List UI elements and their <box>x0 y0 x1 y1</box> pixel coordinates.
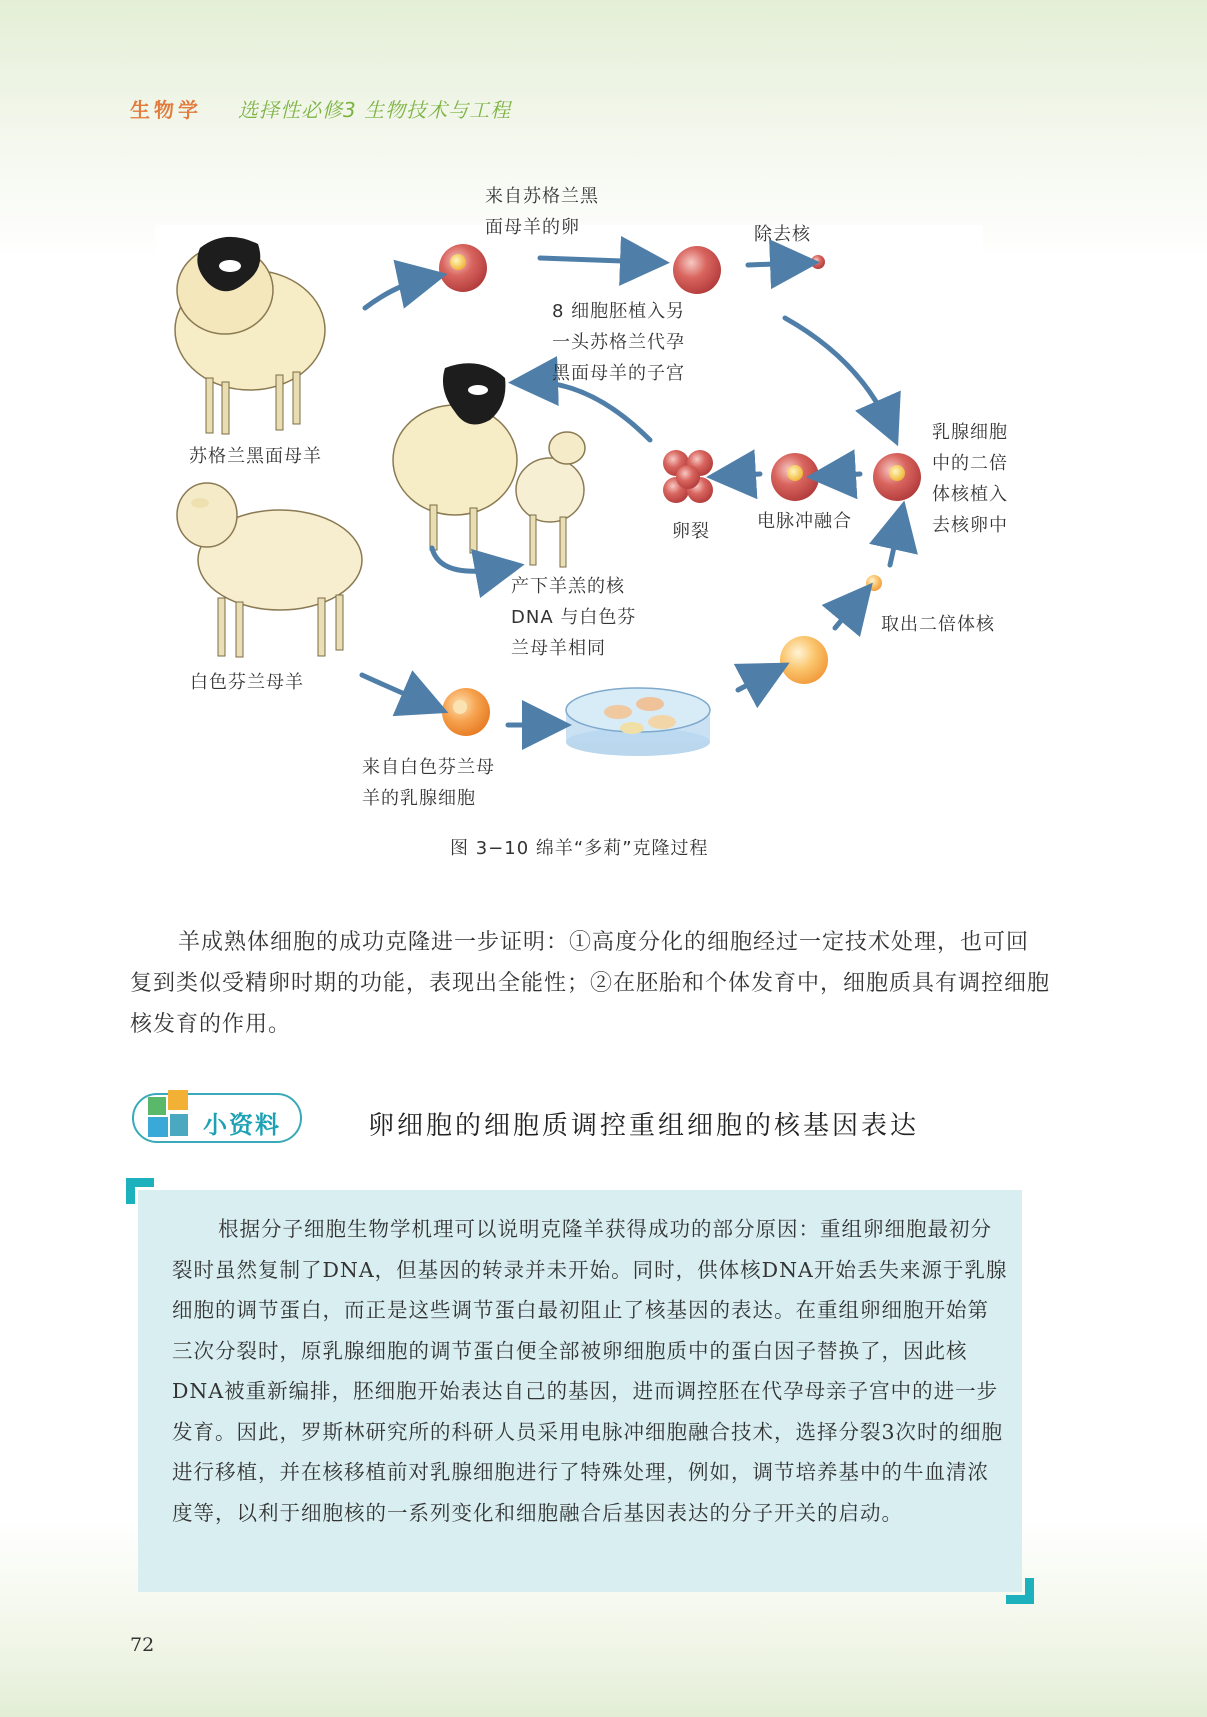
info-box-title: 卵细胞的细胞质调控重组细胞的核基因表达 <box>368 1111 920 1141</box>
label-cleavage: 卵裂 <box>672 521 710 542</box>
arrow-ewe-to-mammary <box>362 675 430 705</box>
arrow-birth-of-lamb <box>432 548 505 571</box>
arrow-cell-to-nucleus <box>835 598 860 628</box>
header-book-title: 选择性必修3 生物技术与工程 <box>238 98 512 122</box>
body-paragraph: 羊成熟体细胞的成功克隆进一步证明：①高度分化的细胞经过一定技术处理，也可回复到类似受精卵时期的功能，表现出全能性；②在胚胎和个体发育中，细胞质具有调控细胞核发育的作用。 <box>130 930 1051 1037</box>
arrow-dish-to-cell <box>738 672 772 690</box>
surrogate-ewe-and-lamb-illustration <box>393 363 585 567</box>
label-mammary-source: 来自白色芬兰母 羊的乳腺细胞 <box>362 757 495 809</box>
label-enucleate: 除去核 <box>754 224 811 245</box>
label-finn-ewe: 白色芬兰母羊 <box>190 672 304 693</box>
cleavage-embryo <box>663 450 713 503</box>
page-number: 72 <box>130 1634 155 1656</box>
arrow-nucleus-to-egg <box>890 520 900 565</box>
label-blackface-ewe: 苏格兰黑面母羊 <box>189 446 322 467</box>
label-embryo-implant: 8 细胞胚植入另 一头苏格兰代孕 黑面母羊的子宫 <box>552 301 686 384</box>
arrow-to-reconstructed-egg <box>785 318 890 428</box>
removed-nucleus <box>811 255 825 269</box>
header-subject: 生物学 <box>130 98 202 122</box>
label-lamb-dna: 产下羊羔的核 DNA 与白色芬 兰母羊相同 <box>511 576 637 659</box>
label-extract-nucleus: 取出二倍体核 <box>881 614 995 635</box>
arrow-enucleate <box>748 263 800 265</box>
reconstructed-egg-cell <box>873 453 921 501</box>
mammary-cell <box>442 688 490 736</box>
egg-cell-before-enucleation <box>673 246 721 294</box>
egg-cell-from-blackface <box>439 244 487 292</box>
arrow-egg-to-egg <box>540 258 650 262</box>
cultured-mammary-cell <box>780 636 828 684</box>
arrow-fused-to-cleavage <box>726 474 760 476</box>
label-nucleus-implant: 乳腺细胞 中的二倍 体核植入 去核卵中 <box>932 422 1008 536</box>
info-tag-label: 小资料 <box>203 1111 281 1139</box>
label-egg-source: 来自苏格兰黑 面母羊的卵 <box>485 186 599 238</box>
fused-cell <box>771 453 819 501</box>
info-box-body: 根据分子细胞生物学机理可以说明克隆羊获得成功的部分原因：重组卵细胞最初分裂时虽然复制了DNA，但基因的转录并未开始。同时，供体核DNA开始丢失来源于乳腺细胞的调节蛋白，而正是这些调节蛋白最初阻止了核基因的表达。在重组卵细胞开始第三次分裂时，原乳腺细胞的调节蛋白便全部被卵细胞质中的蛋白因子替换了，因此核DNA被重新编排，胚细胞开始表达自己的基因，进而调控胚在代孕母亲子宫中的进一步发育。因此，罗斯林研究所的科研人员采用电脉冲细胞融合技术，选择分裂3次时的细胞进行移植，并在核移植前对乳腺细胞进行了特殊处理，例如，调节培养基中的牛血清浓度等，以利于细胞核的一系列变化和细胞融合后基因表达的分子开关的启动。 <box>172 1217 1008 1525</box>
finn-white-ewe-illustration <box>177 483 362 657</box>
petri-dish <box>566 688 710 756</box>
label-pulse-fusion: 电脉冲融合 <box>757 511 852 532</box>
arrow-reconstructed-to-fused <box>826 474 860 476</box>
diploid-nucleus <box>866 575 882 591</box>
arrow-cleavage-to-surrogate <box>528 382 650 440</box>
figure-caption: 图 3−10 绵羊“多莉”克隆过程 <box>450 838 709 859</box>
blackface-ewe-illustration <box>175 237 325 434</box>
corner-bracket-bottom-right <box>1006 1578 1034 1604</box>
arrow-ewe-to-egg <box>365 278 428 308</box>
corner-bracket-top-left <box>126 1178 154 1204</box>
